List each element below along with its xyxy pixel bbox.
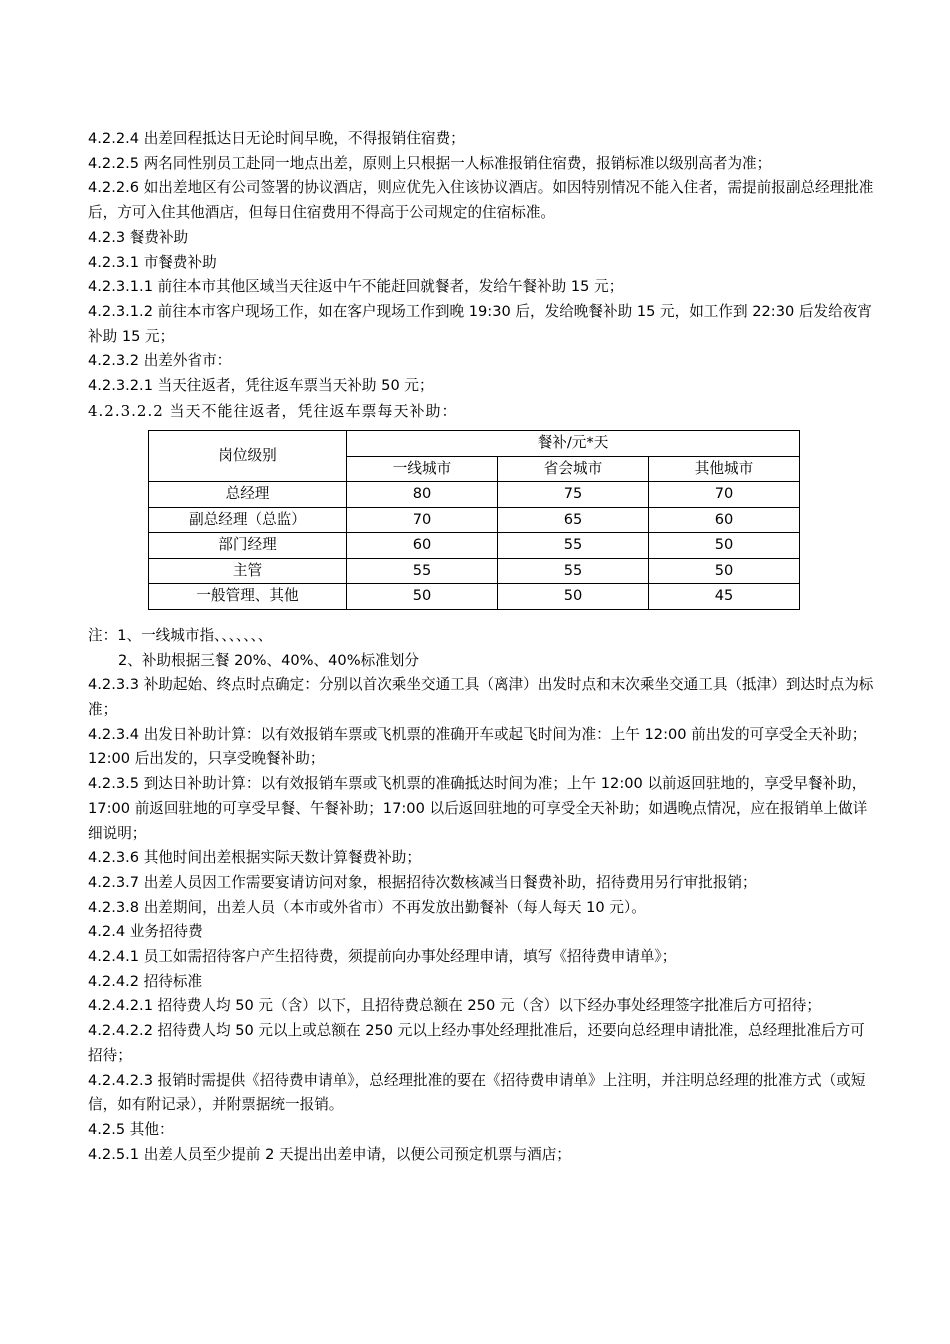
paragraph: 4.2.2.4 出差回程抵达日无论时间早晚，不得报销住宿费；	[88, 130, 465, 147]
paragraph: 4.2.3.3 补助起始、终点时点确定：分别以首次乘坐交通工具（离津）出发时点和末次乘坐交通工具（抵津）到达时点为标准；	[88, 676, 874, 719]
row-level: 一般管理、其他	[149, 584, 347, 610]
cell: 50	[347, 584, 498, 610]
column-header: 一线城市	[347, 456, 498, 482]
cell: 75	[498, 482, 649, 508]
cell: 50	[498, 584, 649, 610]
cell: 55	[498, 558, 649, 584]
paragraph: 4.2.2.6 如出差地区有公司签署的协议酒店，则应优先入住该协议酒店。如因特别情况不能入住者，需提前报副总经理批准后，方可入住其他酒店，但每日住宿费用不得高于公司规定的住宿标准。	[88, 179, 874, 222]
header-group: 餐补/元*天	[347, 431, 800, 457]
paragraph: 4.2.4.1 员工如需招待客户产生招待费，须提前向办事处经理申请，填写《招待费申请单》；	[88, 948, 677, 966]
meal-allowance-table	[148, 430, 800, 610]
paragraph: 4.2.3.2.1 当天往返者，凭往返车票当天补助 50 元；	[88, 377, 434, 395]
paragraph: 4.2.3.7 出差人员因工作需要宴请访问对象，根据招待次数核减当日餐费补助，招待费用另行审批报销；	[88, 873, 757, 891]
cell: 45	[649, 584, 800, 610]
serif-paragraph: 4.2.3.2.2 当天不能往返者，凭往返车票每天补助：	[88, 401, 458, 420]
row-level: 副总经理（总监）	[149, 507, 347, 533]
cell: 70	[347, 507, 498, 533]
cell: 80	[347, 482, 498, 508]
note-line: 2、补助根据三餐 20%、40%、40%标准划分	[118, 651, 419, 669]
cell: 55	[347, 558, 498, 584]
table-row	[149, 482, 800, 508]
paragraph: 4.2.4.2.2 招待费人均 50 元以上或总额在 250 元以上经办事处经理批准后，还要向总经理申请批准，总经理批准后方可招待；	[88, 1022, 865, 1064]
table-row	[149, 507, 800, 533]
paragraph: 4.2.3.8 出差期间，出差人员（本市或外省市）不再发放出勤餐补（每人每天 10 元）。	[88, 898, 646, 916]
section-heading: 4.2.3 餐费补助	[88, 228, 189, 246]
paragraph: 4.2.3.4 出发日补助计算：以有效报销车票或飞机票的准确开车或起飞时间为准：上午 12:00 前出发的可享受全天补助；12:00 后出发的，只享受晚餐补助；	[88, 725, 867, 768]
cell: 55	[498, 533, 649, 559]
cell: 50	[649, 533, 800, 559]
cell: 60	[347, 533, 498, 559]
document-page	[88, 127, 878, 1167]
paragraph: 4.2.3.1.2 前往本市客户现场工作，如在客户现场工作到晚 19:30 后，发给晚餐补助 15 元，如工作到 22:30 后发给夜宵补助 15 元；	[88, 302, 872, 345]
section-heading: 4.2.4.2 招待标准	[88, 972, 203, 990]
row-level: 主管	[149, 558, 347, 584]
table-row	[149, 584, 800, 610]
paragraph: 4.2.2.5 两名同性别员工赴同一地点出差，原则上只根据一人标准报销住宿费，报销标准以级别高者为准；	[88, 154, 772, 172]
header-level: 岗位级别	[149, 431, 347, 482]
section-heading: 4.2.3.2 出差外省市：	[88, 352, 232, 370]
paragraph: 4.2.4.2.1 招待费人均 50 元（含）以下，且招待费总额在 250 元（含）以下经办事处经理签字批准后方可招待；	[88, 997, 821, 1015]
column-header: 省会城市	[498, 456, 649, 482]
section-heading: 4.2.5 其他：	[88, 1121, 174, 1138]
paragraph: 4.2.3.6 其他时间出差根据实际天数计算餐费补助；	[88, 849, 421, 867]
paragraph: 4.2.3.1.1 前往本市其他区域当天往返中午不能赶回就餐者，发给午餐补助 15 元；	[88, 278, 624, 296]
paragraph: 4.2.4.2.3 报销时需提供《招待费申请单》，总经理批准的要在《招待费申请单》上注明，并注明总经理的批准方式（或短信，如有附记录），并附票据统一报销。	[88, 1071, 866, 1114]
table-row	[149, 558, 800, 584]
row-level: 部门经理	[149, 533, 347, 559]
cell: 60	[649, 507, 800, 533]
cell: 65	[498, 507, 649, 533]
section-heading: 4.2.4 业务招待费	[88, 923, 203, 941]
paragraph: 4.2.3.5 到达日补助计算：以有效报销车票或飞机票的准确抵达时间为准；上午 12:00 以前返回驻地的，享受早餐补助，17:00 前返回驻地的可享受早餐、午餐补助；17:00 以后返回驻地的可享受全天补助；如遇晚点情况，应在报销单上做详细说明；	[88, 775, 868, 842]
section-heading: 4.2.3.1 市餐费补助	[88, 253, 217, 271]
cell: 50	[649, 558, 800, 584]
paragraph: 4.2.5.1 出差人员至少提前 2 天提出出差申请，以便公司预定机票与酒店；	[88, 1145, 571, 1163]
cell: 70	[649, 482, 800, 508]
column-header: 其他城市	[649, 456, 800, 482]
row-level: 总经理	[149, 482, 347, 508]
table-row	[149, 533, 800, 559]
note-line: 注：1、一线城市指、、、、、、、	[88, 626, 273, 644]
